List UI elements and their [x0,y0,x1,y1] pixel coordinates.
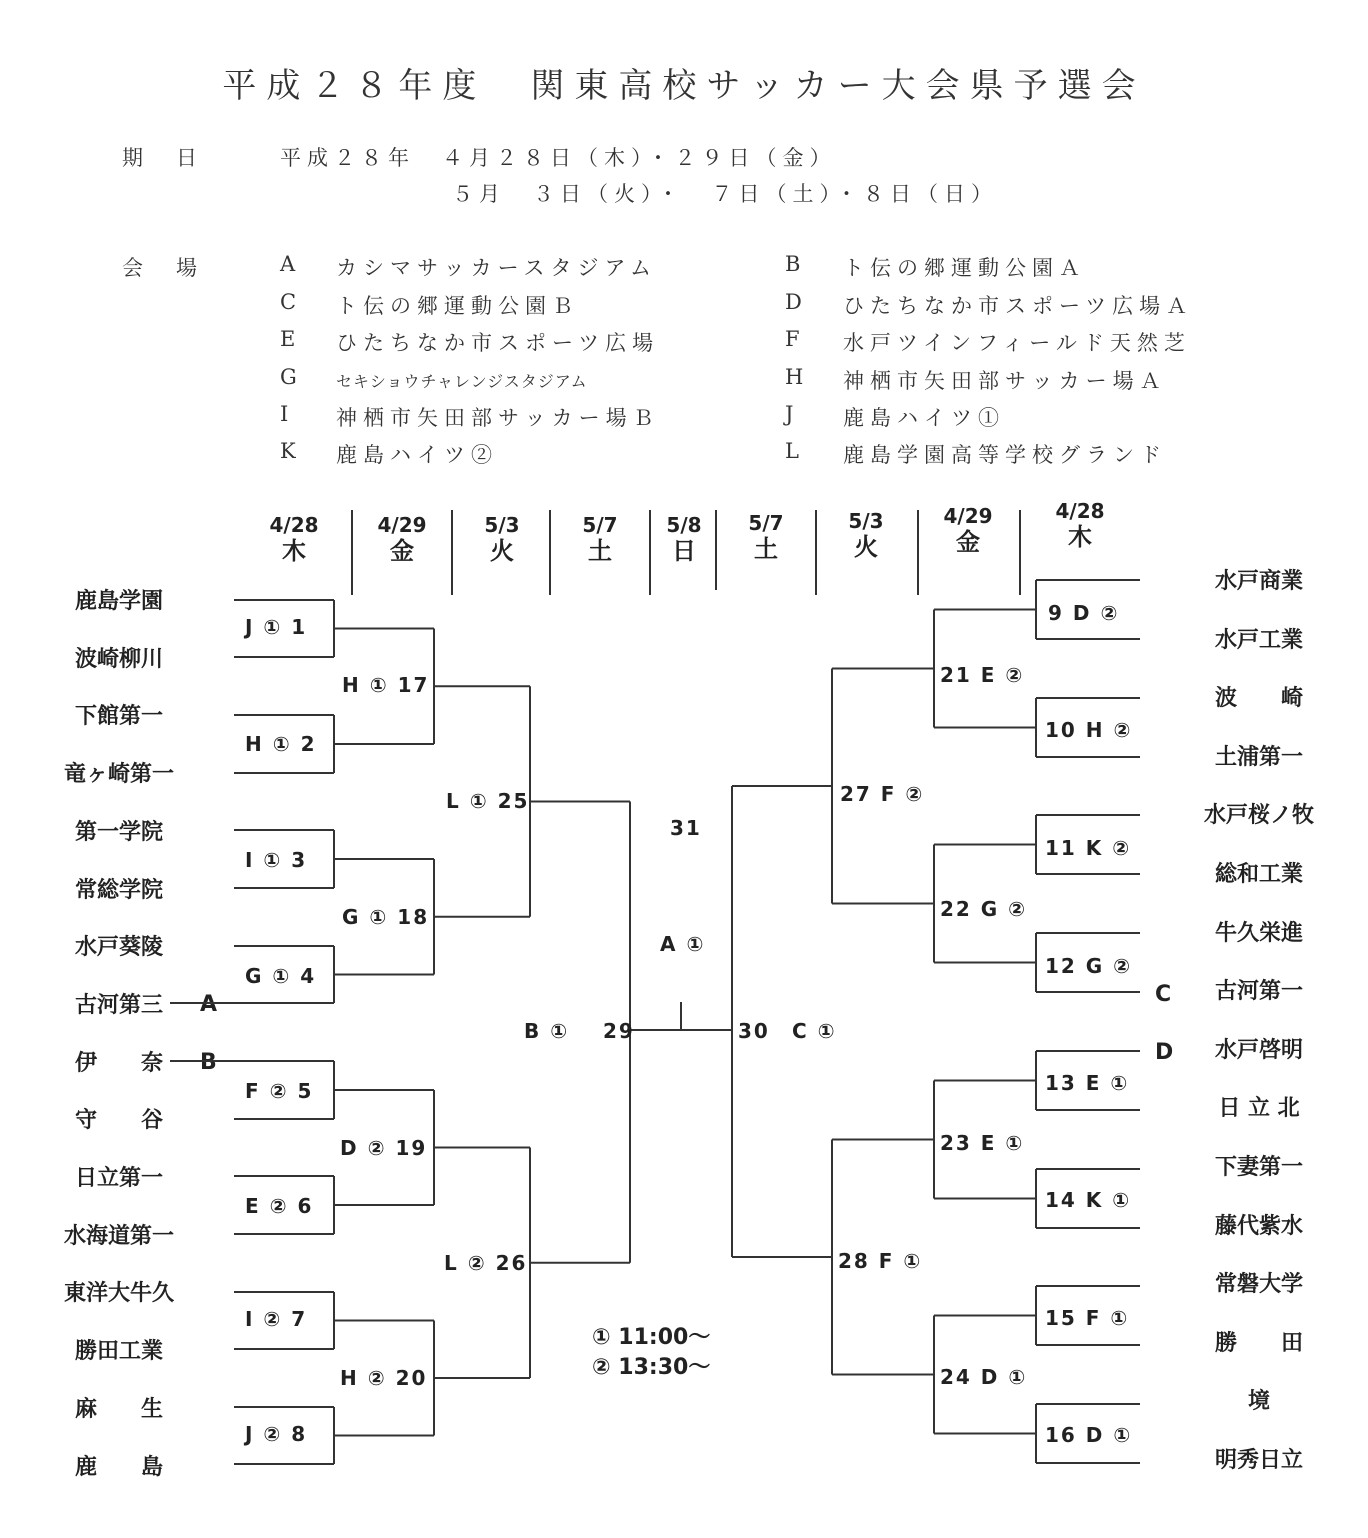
header-day: 木 [282,537,306,565]
header-day: 金 [390,537,414,565]
venue-name: セキショウチャレンジスタジアム [336,372,588,391]
period-line-1: 平成２８年 ４月２８日（木）・２９日（金） [280,146,837,170]
header-date: 5/3 [484,513,520,537]
venue-name: ト伝の郷運動公園Ｂ [336,294,579,318]
match-5: F ② 5 [245,1079,314,1103]
venue-name: ひたちなか市スポーツ広場 [336,331,660,355]
header-date: 4/29 [377,513,427,537]
venue-name: ト伝の郷運動公園Ａ [843,256,1086,280]
left-team: 水海道第一 [63,1223,174,1249]
match-4: G ① 4 [245,964,317,988]
match-26: L ② 26 [444,1251,528,1275]
match-18: G ① 18 [342,905,430,929]
right-team: 勝 田 [1214,1330,1303,1356]
right-team: 水戸桜ノ牧 [1203,803,1314,829]
left-team: 麻 生 [74,1396,163,1422]
venue-code: F [785,327,806,351]
venue-code: G [280,365,303,389]
venue-name: 神栖市矢田部サッカー場Ａ [843,369,1167,393]
match-11: 11 K ② [1045,836,1132,860]
right-team: 土浦第一 [1214,744,1303,770]
match-13: 13 E ① [1045,1071,1130,1095]
venue-name: 水戸ツインフィールド天然芝 [843,331,1191,355]
header-date: 4/29 [943,504,993,528]
match-9: 9 D ② [1048,601,1120,625]
match-1: J ① 1 [245,615,308,639]
header-date: 5/7 [748,511,784,535]
right-team: 水戸工業 [1214,627,1303,653]
match-3: I ① 3 [245,848,308,872]
venue-code: A [280,252,302,276]
match-16: 16 D ① [1045,1423,1133,1447]
right-team: 下妻第一 [1214,1155,1303,1180]
left-team: 波崎柳川 [74,646,163,672]
match-29-number: 29 [603,1019,635,1043]
header-date: 4/28 [269,513,319,537]
match-7: I ② 7 [245,1307,308,1331]
venue-code: C [280,290,303,314]
venue-code: J [785,402,800,426]
venue-code: E [280,327,302,351]
right-team: 境 [1247,1389,1270,1415]
left-team: 伊 奈 [74,1050,163,1076]
match-10: 10 H ② [1045,718,1133,742]
final-venue: A ① [660,932,706,956]
match-21: 21 E ② [940,663,1025,687]
match-27: 27 F ② [840,782,925,806]
header-day: 土 [588,537,612,565]
seed-a: A [200,992,218,1017]
venue-code: B [785,252,807,276]
venue-name: 鹿島ハイツ② [336,443,498,467]
venue-code: D [785,290,808,314]
right-team: 波 崎 [1214,686,1303,712]
seed-c: C [1155,982,1172,1007]
right-team: 常磐大学 [1214,1272,1303,1298]
right-team: 水戸商業 [1214,569,1303,594]
match-15: 15 F ① [1045,1306,1130,1330]
venue-name: 神栖市矢田部サッカー場Ｂ [336,406,660,430]
venue-code: L [785,439,805,463]
venue-code: I [280,402,295,426]
right-team: 総和工業 [1214,862,1303,887]
venue-code: H [785,365,810,389]
header-date: 5/3 [848,509,884,533]
match-30-venue: C ① [792,1019,837,1043]
match-17: H ① 17 [342,673,430,697]
venue-label: 会 場 [122,256,203,280]
right-team: 牛久栄進 [1214,920,1303,946]
match-29-venue: B ① [524,1019,570,1043]
match-23: 23 E ① [940,1131,1025,1155]
right-team: 古河第一 [1214,979,1303,1005]
header-day: 土 [754,535,778,563]
match-28: 28 F ① [838,1249,923,1273]
page-title: 平成２８年度 関東高校サッカー大会県予選会 [222,66,1146,106]
header-day: 木 [1068,523,1092,551]
left-team: 鹿島学園 [74,589,163,614]
header-day: 火 [490,537,514,565]
match-12: 12 G ② [1045,954,1133,978]
venue-name: 鹿島ハイツ① [843,406,1005,430]
period-label: 期 日 [122,146,203,170]
period-line-2: ５月 ３日（火）・ ７日（土）・８日（日） [452,182,998,206]
header-day: 火 [854,533,878,561]
match-14: 14 K ① [1045,1188,1132,1212]
right-team: 水戸啓明 [1214,1037,1303,1063]
match-22: 22 G ② [940,897,1028,921]
venue-code: K [280,439,302,463]
left-team: 勝田工業 [74,1339,163,1365]
final-number: 31 [670,816,702,840]
header-date: 5/8 [666,513,702,537]
match-20: H ② 20 [340,1366,428,1390]
header-day: 日 [672,537,696,565]
left-team: 守 谷 [74,1108,163,1134]
match-19: D ② 19 [340,1136,428,1160]
left-team: 第一学院 [74,819,163,845]
match-6: E ② 6 [245,1194,314,1218]
match-24: 24 D ① [940,1365,1028,1389]
header-day: 金 [956,528,980,556]
match-30-number: 30 [738,1019,770,1043]
right-team: 日 立 北 [1218,1096,1300,1122]
match-2: H ① 2 [245,732,317,756]
match-25: L ① 25 [446,789,530,813]
left-team: 常総学院 [74,877,163,903]
time-slot-1: ① 11:00～ [592,1325,711,1350]
time-slot-2: ② 13:30～ [592,1355,711,1380]
left-team: 水戸葵陵 [74,935,163,961]
seed-b: B [200,1050,217,1075]
header-date: 5/7 [582,513,618,537]
header-date: 4/28 [1055,499,1105,523]
left-team: 竜ヶ崎第一 [63,762,174,788]
match-8: J ② 8 [245,1422,308,1446]
left-team: 下館第一 [74,704,163,730]
seed-d: D [1155,1040,1174,1065]
right-team: 藤代紫水 [1214,1213,1303,1239]
left-team: 東洋大牛久 [63,1281,174,1307]
left-team: 日立第一 [74,1166,163,1191]
venue-name: 鹿島学園高等学校グランド [843,443,1167,467]
left-team: 古河第三 [74,992,163,1018]
right-team: 明秀日立 [1214,1448,1303,1473]
venue-name: カシマサッカースタジアム [336,256,658,280]
venue-name: ひたちなか市スポーツ広場Ａ [843,294,1194,318]
left-team: 鹿 島 [74,1454,163,1480]
